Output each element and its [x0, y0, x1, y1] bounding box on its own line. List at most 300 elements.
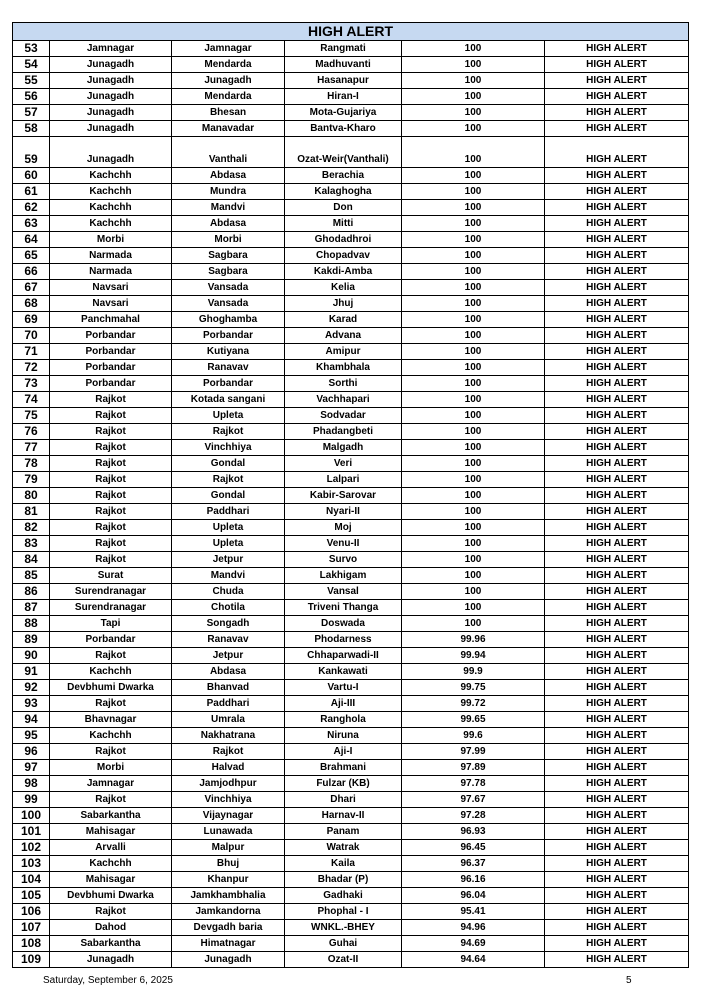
dam-name-cell: Don	[285, 200, 402, 216]
dam-name-cell: Kabir-Sarovar	[285, 488, 402, 504]
table-row	[13, 888, 689, 904]
district-cell: Rajkot	[50, 440, 172, 456]
dam-name-cell: Ozat-Weir(Vanthali)	[285, 137, 402, 168]
table-row	[13, 392, 689, 408]
storage-percent-cell: 97.78	[402, 776, 545, 792]
table-row	[13, 872, 689, 888]
table-row	[13, 856, 689, 872]
table-row	[13, 440, 689, 456]
dam-name-cell: Chopadvav	[285, 248, 402, 264]
dam-name-cell: Fulzar (KB)	[285, 776, 402, 792]
page-number: 5	[626, 975, 632, 986]
alert-table	[12, 22, 689, 968]
serial-number-cell: 56	[13, 89, 50, 105]
dam-name-cell: Phophal - I	[285, 904, 402, 920]
dam-name-cell: Harnav-II	[285, 808, 402, 824]
alert-status-cell: HIGH ALERT	[545, 488, 689, 504]
storage-percent-cell: 96.45	[402, 840, 545, 856]
table-row	[13, 121, 689, 137]
district-cell: Morbi	[50, 760, 172, 776]
table-row	[13, 73, 689, 89]
taluka-cell: Malpur	[172, 840, 285, 856]
dam-name-cell: Guhai	[285, 936, 402, 952]
table-row	[13, 328, 689, 344]
alert-status-cell: HIGH ALERT	[545, 872, 689, 888]
table-row	[13, 41, 689, 57]
storage-percent-cell: 100	[402, 584, 545, 600]
district-cell: Kachchh	[50, 856, 172, 872]
serial-number-cell: 95	[13, 728, 50, 744]
storage-percent-cell: 99.6	[402, 728, 545, 744]
district-cell: Narmada	[50, 264, 172, 280]
storage-percent-cell: 100	[402, 89, 545, 105]
dam-name-cell: Phodarness	[285, 632, 402, 648]
alert-status-cell: HIGH ALERT	[545, 760, 689, 776]
alert-status-cell: HIGH ALERT	[545, 280, 689, 296]
taluka-cell: Jetpur	[172, 552, 285, 568]
serial-number-cell: 107	[13, 920, 50, 936]
storage-percent-cell: 97.67	[402, 792, 545, 808]
district-cell: Rajkot	[50, 472, 172, 488]
serial-number-cell: 101	[13, 824, 50, 840]
district-cell: Dahod	[50, 920, 172, 936]
dam-name-cell: Chhaparwadi-II	[285, 648, 402, 664]
table-row	[13, 552, 689, 568]
table-body	[13, 41, 689, 968]
alert-status-cell: HIGH ALERT	[545, 616, 689, 632]
district-cell: Devbhumi Dwarka	[50, 888, 172, 904]
storage-percent-cell: 100	[402, 168, 545, 184]
taluka-cell: Mendarda	[172, 89, 285, 105]
alert-status-cell: HIGH ALERT	[545, 712, 689, 728]
storage-percent-cell: 100	[402, 184, 545, 200]
serial-number-cell: 88	[13, 616, 50, 632]
district-cell: Rajkot	[50, 648, 172, 664]
taluka-cell: Abdasa	[172, 664, 285, 680]
district-cell: Porbandar	[50, 344, 172, 360]
district-cell: Panchmahal	[50, 312, 172, 328]
table-row	[13, 680, 689, 696]
alert-status-cell: HIGH ALERT	[545, 600, 689, 616]
alert-status-cell: HIGH ALERT	[545, 696, 689, 712]
storage-percent-cell: 100	[402, 376, 545, 392]
alert-status-cell: HIGH ALERT	[545, 920, 689, 936]
taluka-cell: Chuda	[172, 584, 285, 600]
alert-status-cell: HIGH ALERT	[545, 776, 689, 792]
dam-name-cell: Kelia	[285, 280, 402, 296]
storage-percent-cell: 100	[402, 328, 545, 344]
table-row	[13, 824, 689, 840]
dam-name-cell: Karad	[285, 312, 402, 328]
dam-name-cell: Vansal	[285, 584, 402, 600]
dam-name-cell: Amipur	[285, 344, 402, 360]
taluka-cell: Vansada	[172, 280, 285, 296]
dam-name-cell: Aji-I	[285, 744, 402, 760]
serial-number-cell: 62	[13, 200, 50, 216]
district-cell: Junagadh	[50, 137, 172, 168]
serial-number-cell: 72	[13, 360, 50, 376]
alert-status-cell: HIGH ALERT	[545, 232, 689, 248]
table-row	[13, 952, 689, 968]
alert-status-cell: HIGH ALERT	[545, 344, 689, 360]
alert-status-cell: HIGH ALERT	[545, 137, 689, 168]
dam-name-cell: Mitti	[285, 216, 402, 232]
district-cell: Kachchh	[50, 200, 172, 216]
alert-status-cell: HIGH ALERT	[545, 248, 689, 264]
district-cell: Surendranagar	[50, 584, 172, 600]
storage-percent-cell: 100	[402, 456, 545, 472]
district-cell: Rajkot	[50, 520, 172, 536]
serial-number-cell: 81	[13, 504, 50, 520]
dam-name-cell: Ghodadhroi	[285, 232, 402, 248]
dam-name-cell: Sorthi	[285, 376, 402, 392]
dam-name-cell: Kalaghogha	[285, 184, 402, 200]
dam-name-cell: Watrak	[285, 840, 402, 856]
taluka-cell: Ranavav	[172, 360, 285, 376]
storage-percent-cell: 100	[402, 232, 545, 248]
dam-name-cell: Vartu-I	[285, 680, 402, 696]
taluka-cell: Rajkot	[172, 472, 285, 488]
alert-status-cell: HIGH ALERT	[545, 824, 689, 840]
table-row	[13, 520, 689, 536]
dam-name-cell: Kankawati	[285, 664, 402, 680]
storage-percent-cell: 99.9	[402, 664, 545, 680]
dam-name-cell: Phadangbeti	[285, 424, 402, 440]
alert-status-cell: HIGH ALERT	[545, 552, 689, 568]
serial-number-cell: 91	[13, 664, 50, 680]
taluka-cell: Himatnagar	[172, 936, 285, 952]
dam-name-cell: Ozat-II	[285, 952, 402, 968]
taluka-cell: Vanthali	[172, 137, 285, 168]
storage-percent-cell: 100	[402, 472, 545, 488]
alert-status-cell: HIGH ALERT	[545, 456, 689, 472]
table-row	[13, 488, 689, 504]
dam-name-cell: Malgadh	[285, 440, 402, 456]
alert-status-cell: HIGH ALERT	[545, 296, 689, 312]
storage-percent-cell: 100	[402, 440, 545, 456]
storage-percent-cell: 100	[402, 360, 545, 376]
storage-percent-cell: 100	[402, 137, 545, 168]
dam-name-cell: Vachhapari	[285, 392, 402, 408]
district-cell: Rajkot	[50, 488, 172, 504]
district-cell: Porbandar	[50, 376, 172, 392]
table-row	[13, 568, 689, 584]
table-row	[13, 616, 689, 632]
dam-name-cell: WNKL.-BHEY	[285, 920, 402, 936]
serial-number-cell: 103	[13, 856, 50, 872]
alert-status-cell: HIGH ALERT	[545, 520, 689, 536]
storage-percent-cell: 100	[402, 105, 545, 121]
dam-name-cell: Triveni Thanga	[285, 600, 402, 616]
serial-number-cell: 54	[13, 57, 50, 73]
alert-status-cell: HIGH ALERT	[545, 568, 689, 584]
taluka-cell: Mandvi	[172, 200, 285, 216]
taluka-cell: Jamkhambhalia	[172, 888, 285, 904]
storage-percent-cell: 96.16	[402, 872, 545, 888]
district-cell: Junagadh	[50, 73, 172, 89]
district-cell: Navsari	[50, 296, 172, 312]
storage-percent-cell: 99.72	[402, 696, 545, 712]
district-cell: Junagadh	[50, 89, 172, 105]
storage-percent-cell: 94.69	[402, 936, 545, 952]
table-title: HIGH ALERT	[13, 23, 689, 41]
serial-number-cell: 60	[13, 168, 50, 184]
district-cell: Rajkot	[50, 552, 172, 568]
alert-status-cell: HIGH ALERT	[545, 632, 689, 648]
storage-percent-cell: 94.64	[402, 952, 545, 968]
alert-status-cell: HIGH ALERT	[545, 808, 689, 824]
table-row	[13, 600, 689, 616]
table-row	[13, 248, 689, 264]
alert-status-cell: HIGH ALERT	[545, 680, 689, 696]
taluka-cell: Rajkot	[172, 424, 285, 440]
alert-status-cell: HIGH ALERT	[545, 121, 689, 137]
alert-status-cell: HIGH ALERT	[545, 952, 689, 968]
dam-name-cell: Rangmati	[285, 41, 402, 57]
alert-status-cell: HIGH ALERT	[545, 664, 689, 680]
serial-number-cell: 97	[13, 760, 50, 776]
district-cell: Rajkot	[50, 696, 172, 712]
storage-percent-cell: 96.04	[402, 888, 545, 904]
alert-status-cell: HIGH ALERT	[545, 504, 689, 520]
table-row	[13, 216, 689, 232]
serial-number-cell: 76	[13, 424, 50, 440]
taluka-cell: Kotada sangani	[172, 392, 285, 408]
alert-status-cell: HIGH ALERT	[545, 264, 689, 280]
table-row	[13, 584, 689, 600]
alert-status-cell: HIGH ALERT	[545, 584, 689, 600]
serial-number-cell: 92	[13, 680, 50, 696]
taluka-cell: Bhesan	[172, 105, 285, 121]
storage-percent-cell: 100	[402, 57, 545, 73]
table-row	[13, 137, 689, 168]
footer-date: Saturday, September 6, 2025	[43, 975, 173, 986]
storage-percent-cell: 100	[402, 280, 545, 296]
taluka-cell: Umrala	[172, 712, 285, 728]
serial-number-cell: 105	[13, 888, 50, 904]
taluka-cell: Mendarda	[172, 57, 285, 73]
storage-percent-cell: 100	[402, 248, 545, 264]
table-row	[13, 712, 689, 728]
taluka-cell: Junagadh	[172, 73, 285, 89]
storage-percent-cell: 95.41	[402, 904, 545, 920]
alert-status-cell: HIGH ALERT	[545, 408, 689, 424]
taluka-cell: Bhuj	[172, 856, 285, 872]
dam-name-cell: Aji-III	[285, 696, 402, 712]
alert-status-cell: HIGH ALERT	[545, 792, 689, 808]
storage-percent-cell: 97.89	[402, 760, 545, 776]
table-row	[13, 904, 689, 920]
serial-number-cell: 100	[13, 808, 50, 824]
table-row	[13, 664, 689, 680]
table-row	[13, 424, 689, 440]
district-cell: Kachchh	[50, 728, 172, 744]
serial-number-cell: 58	[13, 121, 50, 137]
district-cell: Mahisagar	[50, 824, 172, 840]
district-cell: Junagadh	[50, 121, 172, 137]
alert-status-cell: HIGH ALERT	[545, 440, 689, 456]
taluka-cell: Bhanvad	[172, 680, 285, 696]
serial-number-cell: 74	[13, 392, 50, 408]
serial-number-cell: 82	[13, 520, 50, 536]
district-cell: Arvalli	[50, 840, 172, 856]
alert-status-cell: HIGH ALERT	[545, 168, 689, 184]
storage-percent-cell: 99.65	[402, 712, 545, 728]
table-row	[13, 184, 689, 200]
storage-percent-cell: 100	[402, 536, 545, 552]
alert-status-cell: HIGH ALERT	[545, 57, 689, 73]
alert-status-cell: HIGH ALERT	[545, 105, 689, 121]
district-cell: Kachchh	[50, 664, 172, 680]
alert-status-cell: HIGH ALERT	[545, 744, 689, 760]
taluka-cell: Khanpur	[172, 872, 285, 888]
serial-number-cell: 90	[13, 648, 50, 664]
district-cell: Junagadh	[50, 57, 172, 73]
taluka-cell: Lunawada	[172, 824, 285, 840]
storage-percent-cell: 100	[402, 488, 545, 504]
table-row	[13, 808, 689, 824]
taluka-cell: Jamkandorna	[172, 904, 285, 920]
storage-percent-cell: 96.37	[402, 856, 545, 872]
taluka-cell: Paddhari	[172, 504, 285, 520]
serial-number-cell: 57	[13, 105, 50, 121]
serial-number-cell: 75	[13, 408, 50, 424]
serial-number-cell: 99	[13, 792, 50, 808]
district-cell: Jamnagar	[50, 41, 172, 57]
dam-name-cell: Advana	[285, 328, 402, 344]
storage-percent-cell: 100	[402, 216, 545, 232]
alert-status-cell: HIGH ALERT	[545, 536, 689, 552]
storage-percent-cell: 100	[402, 600, 545, 616]
storage-percent-cell: 100	[402, 552, 545, 568]
table-row	[13, 456, 689, 472]
district-cell: Rajkot	[50, 408, 172, 424]
table-row	[13, 728, 689, 744]
storage-percent-cell: 100	[402, 200, 545, 216]
table-row	[13, 792, 689, 808]
dam-name-cell: Hiran-I	[285, 89, 402, 105]
storage-percent-cell: 99.96	[402, 632, 545, 648]
alert-status-cell: HIGH ALERT	[545, 328, 689, 344]
district-cell: Surat	[50, 568, 172, 584]
taluka-cell: Mandvi	[172, 568, 285, 584]
storage-percent-cell: 100	[402, 73, 545, 89]
dam-name-cell: Hasanapur	[285, 73, 402, 89]
storage-percent-cell: 100	[402, 616, 545, 632]
table-title-row	[13, 23, 689, 41]
table-row	[13, 936, 689, 952]
serial-number-cell: 53	[13, 41, 50, 57]
dam-name-cell: Niruna	[285, 728, 402, 744]
district-cell: Sabarkantha	[50, 808, 172, 824]
table-row	[13, 312, 689, 328]
district-cell: Porbandar	[50, 328, 172, 344]
table-row	[13, 89, 689, 105]
serial-number-cell: 70	[13, 328, 50, 344]
table-row	[13, 232, 689, 248]
district-cell: Sabarkantha	[50, 936, 172, 952]
taluka-cell: Vinchhiya	[172, 440, 285, 456]
taluka-cell: Upleta	[172, 520, 285, 536]
storage-percent-cell: 97.28	[402, 808, 545, 824]
alert-status-cell: HIGH ALERT	[545, 216, 689, 232]
table-row	[13, 840, 689, 856]
storage-percent-cell: 100	[402, 344, 545, 360]
alert-status-cell: HIGH ALERT	[545, 360, 689, 376]
storage-percent-cell: 99.75	[402, 680, 545, 696]
serial-number-cell: 86	[13, 584, 50, 600]
table-row	[13, 776, 689, 792]
taluka-cell: Halvad	[172, 760, 285, 776]
district-cell: Junagadh	[50, 952, 172, 968]
alert-status-cell: HIGH ALERT	[545, 376, 689, 392]
serial-number-cell: 83	[13, 536, 50, 552]
district-cell: Kachchh	[50, 184, 172, 200]
district-cell: Morbi	[50, 232, 172, 248]
storage-percent-cell: 100	[402, 408, 545, 424]
serial-number-cell: 104	[13, 872, 50, 888]
alert-status-cell: HIGH ALERT	[545, 184, 689, 200]
dam-name-cell: Panam	[285, 824, 402, 840]
table-row	[13, 408, 689, 424]
alert-status-cell: HIGH ALERT	[545, 936, 689, 952]
dam-name-cell: Lalpari	[285, 472, 402, 488]
table-row	[13, 504, 689, 520]
serial-number-cell: 79	[13, 472, 50, 488]
district-cell: Rajkot	[50, 424, 172, 440]
district-cell: Rajkot	[50, 456, 172, 472]
serial-number-cell: 102	[13, 840, 50, 856]
storage-percent-cell: 96.93	[402, 824, 545, 840]
table-row	[13, 632, 689, 648]
district-cell: Surendranagar	[50, 600, 172, 616]
table-row	[13, 280, 689, 296]
district-cell: Kachchh	[50, 216, 172, 232]
district-cell: Rajkot	[50, 504, 172, 520]
taluka-cell: Vinchhiya	[172, 792, 285, 808]
serial-number-cell: 109	[13, 952, 50, 968]
storage-percent-cell: 100	[402, 424, 545, 440]
dam-name-cell: Doswada	[285, 616, 402, 632]
taluka-cell: Ghoghamba	[172, 312, 285, 328]
district-cell: Rajkot	[50, 744, 172, 760]
table-row	[13, 344, 689, 360]
district-cell: Kachchh	[50, 168, 172, 184]
taluka-cell: Vansada	[172, 296, 285, 312]
table-row	[13, 264, 689, 280]
dam-name-cell: Nyari-II	[285, 504, 402, 520]
storage-percent-cell: 100	[402, 296, 545, 312]
alert-status-cell: HIGH ALERT	[545, 392, 689, 408]
serial-number-cell: 55	[13, 73, 50, 89]
alert-status-cell: HIGH ALERT	[545, 840, 689, 856]
serial-number-cell: 71	[13, 344, 50, 360]
serial-number-cell: 61	[13, 184, 50, 200]
storage-percent-cell: 100	[402, 392, 545, 408]
taluka-cell: Upleta	[172, 536, 285, 552]
table-row	[13, 168, 689, 184]
alert-status-cell: HIGH ALERT	[545, 200, 689, 216]
taluka-cell: Porbandar	[172, 376, 285, 392]
district-cell: Navsari	[50, 280, 172, 296]
dam-name-cell: Kakdi-Amba	[285, 264, 402, 280]
serial-number-cell: 64	[13, 232, 50, 248]
taluka-cell: Sagbara	[172, 264, 285, 280]
taluka-cell: Rajkot	[172, 744, 285, 760]
storage-percent-cell: 100	[402, 520, 545, 536]
taluka-cell: Abdasa	[172, 216, 285, 232]
serial-number-cell: 85	[13, 568, 50, 584]
